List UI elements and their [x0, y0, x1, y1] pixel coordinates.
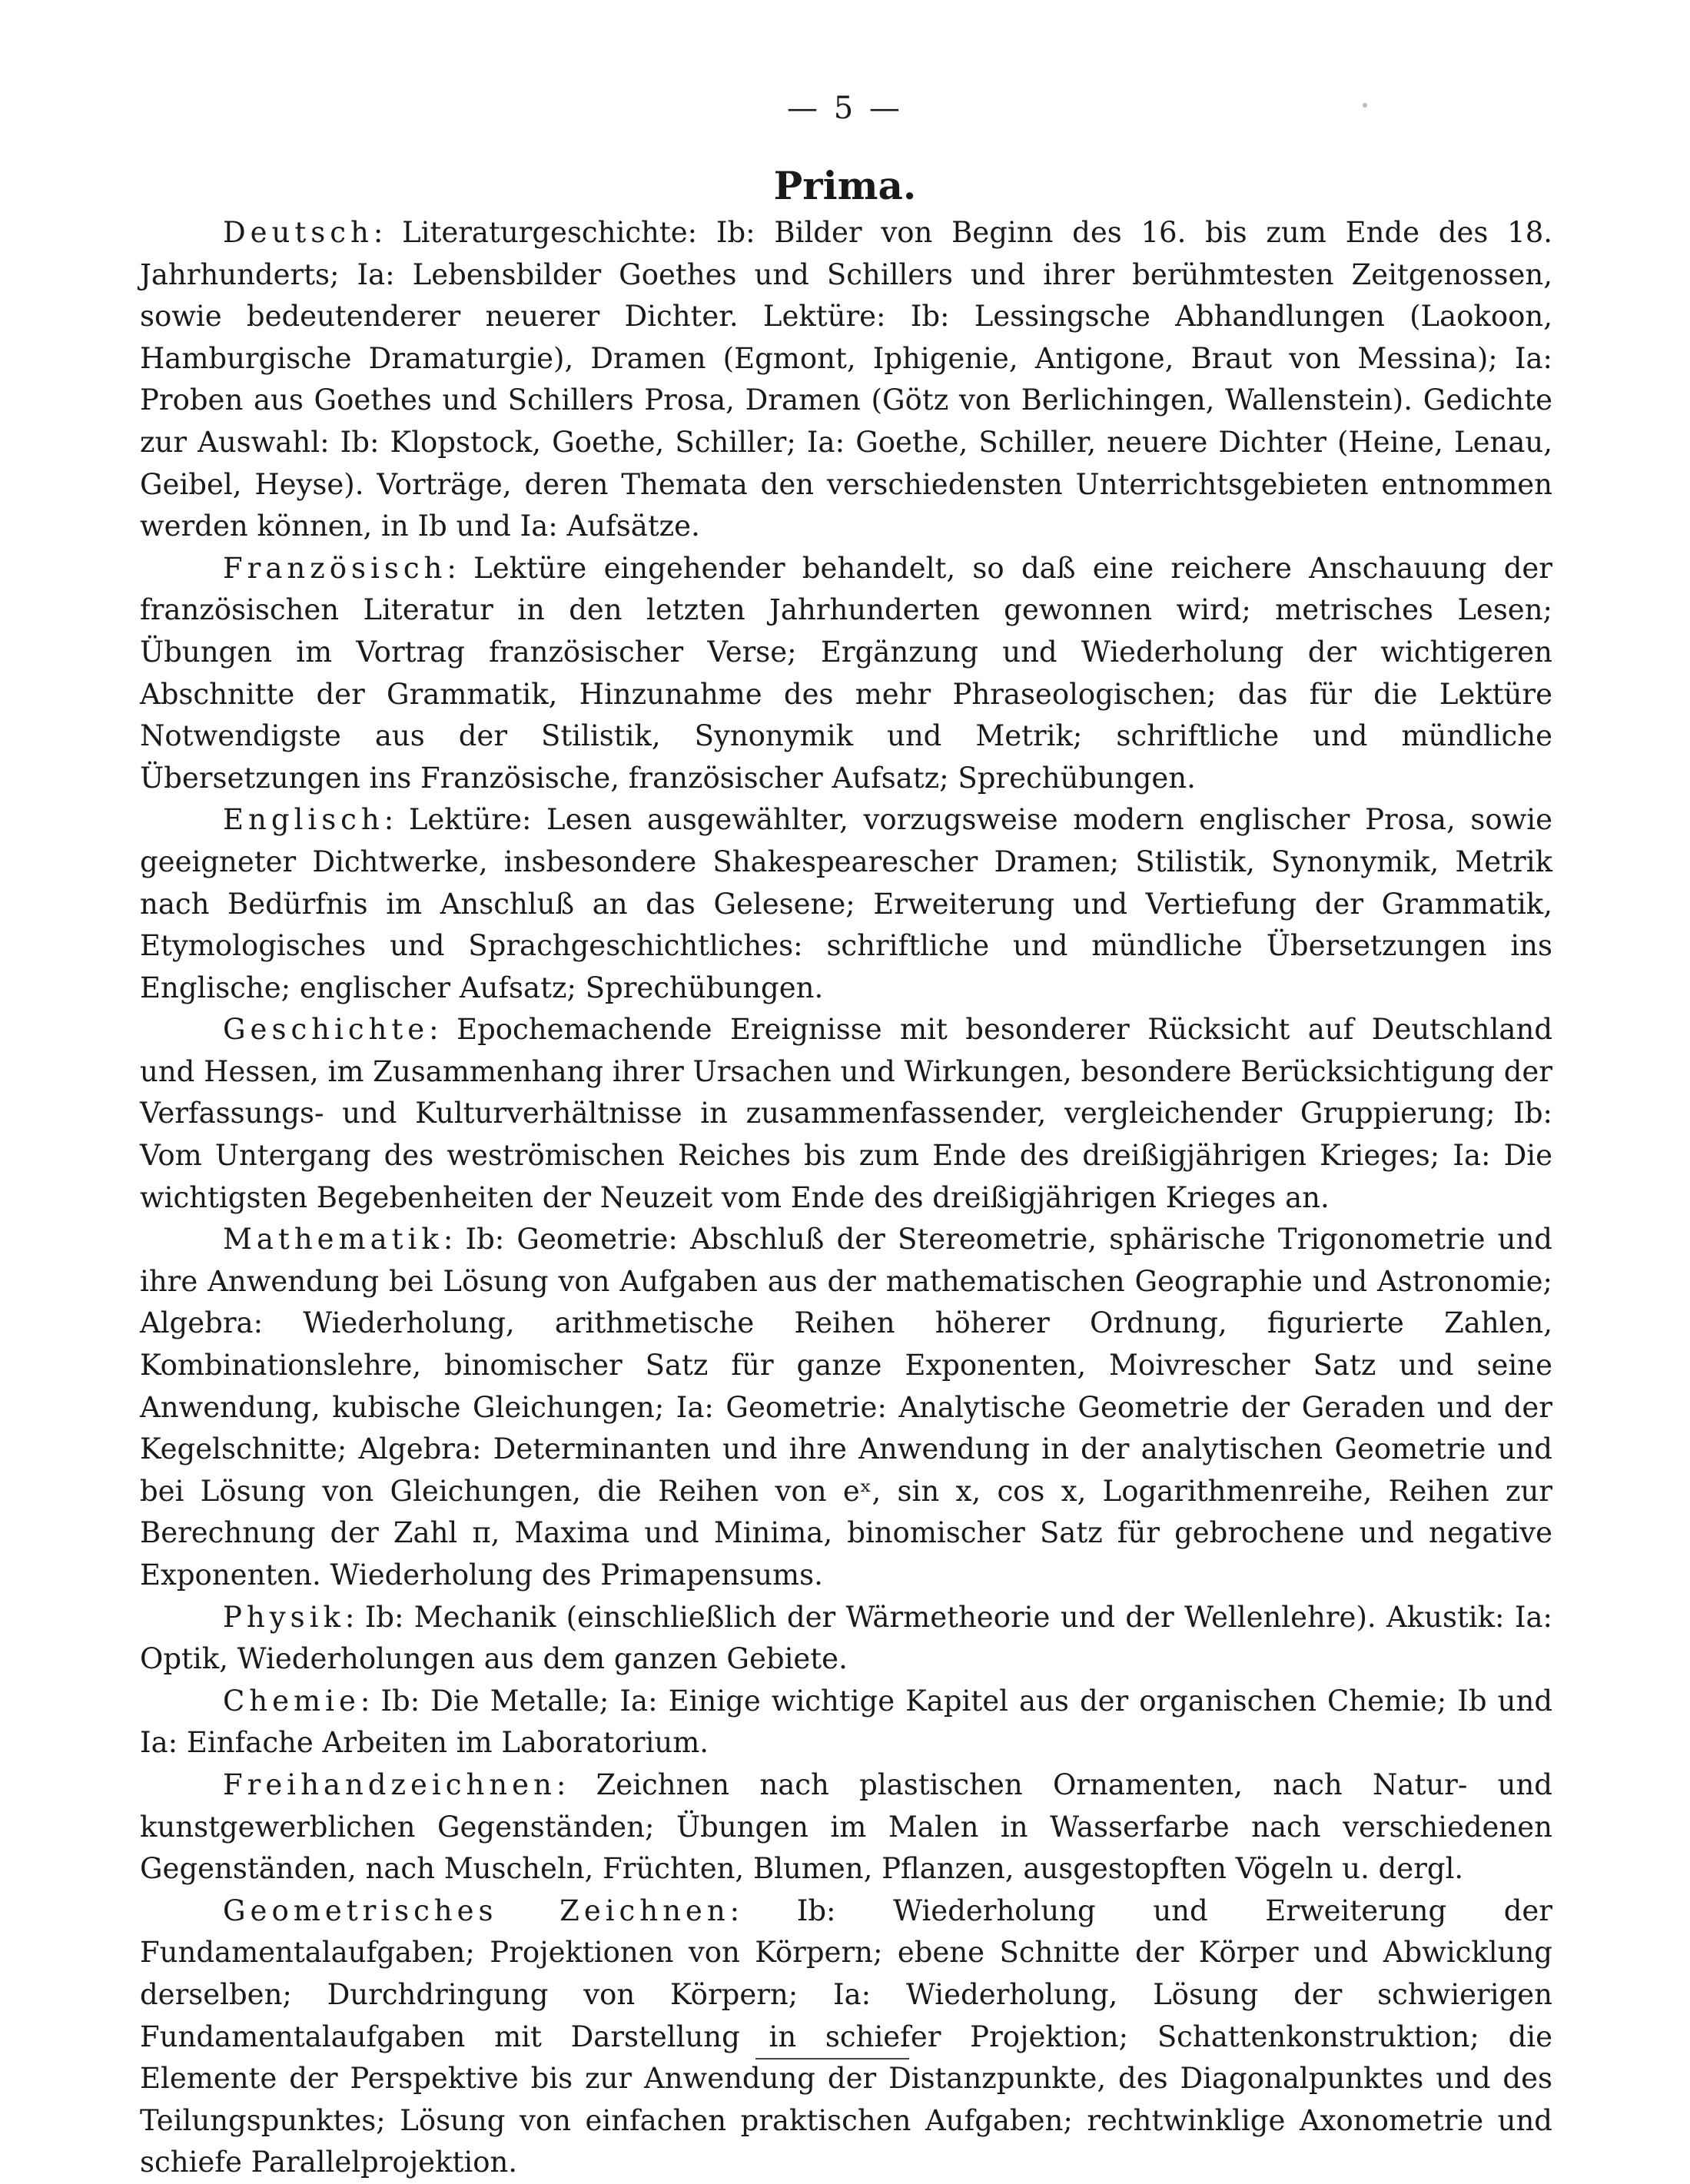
page-number: — 5 — [787, 91, 903, 126]
section-heading: Freihandzeichnen [223, 1767, 556, 1801]
section-body: Literaturgeschichte: Ib: Bilder von Beginn des 16. bis zum Ende des 18. Jahrhunderts; Ia: Lebensbilder Goethes und Schillers und ihrer berühmtesten Zeitgenossen, sowie bedeutenderer neuerer Dichter. Lektüre: Ib: Lessingsche Abhandlungen (Laokoon, Hamburgische Dramaturgie), Dramen (Egmont, Iphigenie, Antigone, Braut von Messina); Ia: Proben aus Goethes und Schillers Prosa, Dramen (Götz von Berlichingen, Wallenstein). Gedichte zur Auswahl: Ib: Klopstock, Goethe, Schiller; Ia: Goethe, Schiller, neuere Dichter (Heine, Lenau, Geibel, Heyse). Vorträge, deren Themata den verschiedensten Unterrichtsgebieten entnommen werden können, in Ib und Ia: Aufsätze. [140, 216, 1552, 543]
section-geometrisches-zeichnen: Geometrisches Zeichnen: Ib: Wiederholung und Erweiterung der Fundamentalaufgaben; Projektionen von Körpern; ebene Schnitte der Körper und Abwicklung derselben; Durchdringung von Körpern; Ia: Wiederholung, Lösung der schwierigen Fundamentalaufgaben mit Darstellung in schiefer Projektion; Schattenkonstruktion; die Elemente der Perspektive bis zur Anwendung der Distanzpunkte, des Diagonalpunktes und des Teilungspunktes; Lösung von einfachen praktischen Aufgaben; rechtwinklige Axonometrie und schiefe Parallelprojektion. [140, 1894, 1552, 2179]
section-body: Zeichnen nach plastischen Ornamenten, nach Natur- und kunstgewerblichen Gegenständen; Übungen im Malen in Wasserfarbe nach verschiedenen Gegenständen, nach Muscheln, Früchten, Blumen, Pflanzen, ausgestopften Vögeln u. dergl. [140, 1767, 1552, 1886]
section-body: Ib: Geometrie: Abschluß der Stereometrie, sphärische Trigonometrie und ihre Anwendung bei Lösung von Aufgaben aus der mathematischen Geographie und Astronomie; Algebra: Wiederholung, arithmetische Reihen höherer Ordnung, figurierte Zahlen, Kombinationslehre, binomischer Satz für ganze Exponenten, Moivrescher Satz und seine Anwendung, kubische Gleichungen; Ia: Geometrie: Analytische Geometrie der Geraden und der Kegelschnitte; Algebra: Determinanten und ihre Anwendung in der analytischen Geometrie und bei Lösung von Gleichungen, die Reihen von eˣ, sin x, cos x, Logarithmenreihe, Reihen zur Berechnung der Zahl π, Maxima und Minima, binomischer Satz für gebrochene und negative Exponenten. Wiederholung des Primapensums. [140, 1223, 1552, 1592]
section-heading: Französisch [223, 551, 447, 585]
section-body: Ib: Die Metalle; Ia: Einige wichtige Kapitel aus der organischen Chemie; Ib und Ia: Einfache Arbeiten im Laboratorium. [140, 1684, 1553, 1760]
section-geschichte: Geschichte: Epochemachende Ereignisse mit besonderer Rücksicht auf Deutschland und Hessen, im Zusammenhang ihrer Ursachen und Wirkungen, besondere Berücksichtigung der Verfassungs- und Kulturverhältnisse in zusammenfassender, vergleichender Gruppierung; Ib: Vom Untergang des weströmischen Reiches bis zum Ende des dreißigjährigen Krieges; Ia: Die wichtigsten Begebenheiten der Neuzeit vom Ende des dreißigjährigen Krieges an. [140, 1013, 1553, 1214]
section-body: Ib: Mechanik (einschließlich der Wärmetheorie und der Wellenlehre). Akustik: Ia: Optik, Wiederholungen aus dem ganzen Gebiete. [140, 1600, 1552, 1676]
section-freihandzeichnen: Freihandzeichnen: Zeichnen nach plastischen Ornamenten, nach Natur- und kunstgewerblichen Gegenständen; Übungen im Malen in Wasserfarbe nach verschiedenen Gegenständen, nach Muscheln, Früchten, Blumen, Pflanzen, ausgestopften Vögeln u. dergl. [140, 1767, 1552, 1886]
section-deutsch: Deutsch: Literaturgeschichte: Ib: Bilder von Beginn des 16. bis zum Ende des 18. Jahrhunderts; Ia: Lebensbilder Goethes und Schillers und ihrer berühmtesten Zeitgenossen, sowie bedeutenderer neuerer Dichter. Lektüre: Ib: Lessingsche Abhandlungen (Laokoon, Hamburgische Dramaturgie), Dramen (Egmont, Iphigenie, Antigone, Braut von Messina); Ia: Proben aus Goethes und Schillers Prosa, Dramen (Götz von Berlichingen, Wallenstein). Gedichte zur Auswahl: Ib: Klopstock, Goethe, Schiller; Ia: Goethe, Schiller, neuere Dichter (Heine, Lenau, Geibel, Heyse). Vorträge, deren Themata den verschiedensten Unterrichtsgebieten entnommen werden können, in Ib und Ia: Aufsätze. [140, 216, 1552, 543]
closing-rule [755, 2058, 909, 2060]
section-heading: Deutsch [223, 216, 374, 249]
section-heading: Englisch [223, 803, 384, 837]
section-heading: Geometrisches Zeichnen [223, 1894, 730, 1927]
page-title: Prima. [773, 163, 917, 208]
section-physik: Physik: Ib: Mechanik (einschließlich der Wärmetheorie und der Wellenlehre). Akustik: Ia: Optik, Wiederholungen aus dem ganzen Gebiete. [140, 1600, 1552, 1676]
section-franzoesisch: Französisch: Lektüre eingehender behandelt, so daß eine reichere Anschauung der französischen Literatur in den letzten Jahrhunderten gewonnen wird; metrisches Lesen; Übungen im Vortrag französischer Verse; Ergänzung und Wiederholung der wichtigeren Abschnitte der Grammatik, Hinzunahme des mehr Phraseologischen; das für die Lektüre Notwendigste aus der Stilistik, Synonymik und Metrik; schriftliche und mündliche Übersetzungen ins Französische, französischer Aufsatz; Sprechübungen. [140, 551, 1552, 795]
section-heading: Mathematik [223, 1223, 443, 1256]
section-heading: Geschichte [223, 1013, 430, 1047]
section-body: Lektüre eingehender behandelt, so daß eine reichere Anschauung der französischen Literatur in den letzten Jahrhunderten gewonnen wird; metrisches Lesen; Übungen im Vortrag französischer Verse; Ergänzung und Wiederholung der wichtigeren Abschnitte der Grammatik, Hinzunahme des mehr Phraseologischen; das für die Lektüre Notwendigste aus der Stilistik, Synonymik und Metrik; schriftliche und mündliche Übersetzungen ins Französische, französischer Aufsatz; Sprechübungen. [140, 551, 1552, 795]
section-mathematik: Mathematik: Ib: Geometrie: Abschluß der Stereometrie, sphärische Trigonometrie und ihre Anwendung bei Lösung von Aufgaben aus der mathematischen Geographie und Astronomie; Algebra: Wiederholung, arithmetische Reihen höherer Ordnung, figurierte Zahlen, Kombinationslehre, binomischer Satz für ganze Exponenten, Moivrescher Satz und seine Anwendung, kubische Gleichungen; Ia: Geometrie: Analytische Geometrie der Geraden und der Kegelschnitte; Algebra: Determinanten und ihre Anwendung in der analytischen Geometrie und bei Lösung von Gleichungen, die Reihen von eˣ, sin x, cos x, Logarithmenreihe, Reihen zur Berechnung der Zahl π, Maxima und Minima, binomischer Satz für gebrochene und negative Exponenten. Wiederholung des Primapensums. [140, 1223, 1552, 1592]
section-englisch: Englisch: Lektüre: Lesen ausgewählter, vorzugsweise modern englischer Prosa, sowie geeigneter Dichtwerke, insbesondere Shakespearescher Dramen; Stilistik, Synonymik, Metrik nach Bedürfnis im Anschluß an das Gelesene; Erweiterung und Vertiefung der Grammatik, Etymologisches und Sprachgeschichtliches: schriftliche und mündliche Übersetzungen ins Englische; englischer Aufsatz; Sprechübungen. [140, 803, 1552, 1004]
curriculum-text [140, 212, 1552, 2184]
section-body: Lektüre: Lesen ausgewählter, vorzugsweise modern englischer Prosa, sowie geeigneter Dichtwerke, insbesondere Shakespearescher Dramen; Stilistik, Synonymik, Metrik nach Bedürfnis im Anschluß an das Gelesene; Erweiterung und Vertiefung der Grammatik, Etymologisches und Sprachgeschichtliches: schriftliche und mündliche Übersetzungen ins Englische; englischer Aufsatz; Sprechübungen. [140, 803, 1552, 1004]
section-body: Ib: Wiederholung und Erweiterung der Fundamentalaufgaben; Projektionen von Körpern; ebene Schnitte der Körper und Abwicklung derselben; Durchdringung von Körpern; Ia: Wiederholung, Lösung der schwierigen Fundamentalaufgaben mit Darstellung in schiefer Projektion; Schattenkonstruktion; die Elemente der Perspektive bis zur Anwendung der Distanzpunkte, des Diagonalpunktes und des Teilungspunktes; Lösung von einfachen praktischen Aufgaben; rechtwinklige Axonometrie und schiefe Parallelprojektion. [140, 1894, 1552, 2179]
section-chemie: Chemie: Ib: Die Metalle; Ia: Einige wichtige Kapitel aus der organischen Chemie; Ib und Ia: Einfache Arbeiten im Laboratorium. [140, 1684, 1553, 1760]
section-heading: Chemie [223, 1684, 360, 1718]
section-heading: Physik [223, 1600, 345, 1634]
section-body: Epochemachende Ereignisse mit besonderer Rücksicht auf Deutschland und Hessen, im Zusammenhang ihrer Ursachen und Wirkungen, besondere Berücksichtigung der Verfassungs- und Kulturverhältnisse in zusammenfassender, vergleichender Gruppierung; Ib: Vom Untergang des weströmischen Reiches bis zum Ende des dreißigjährigen Krieges; Ia: Die wichtigsten Begebenheiten der Neuzeit vom Ende des dreißigjährigen Krieges an. [140, 1013, 1553, 1214]
